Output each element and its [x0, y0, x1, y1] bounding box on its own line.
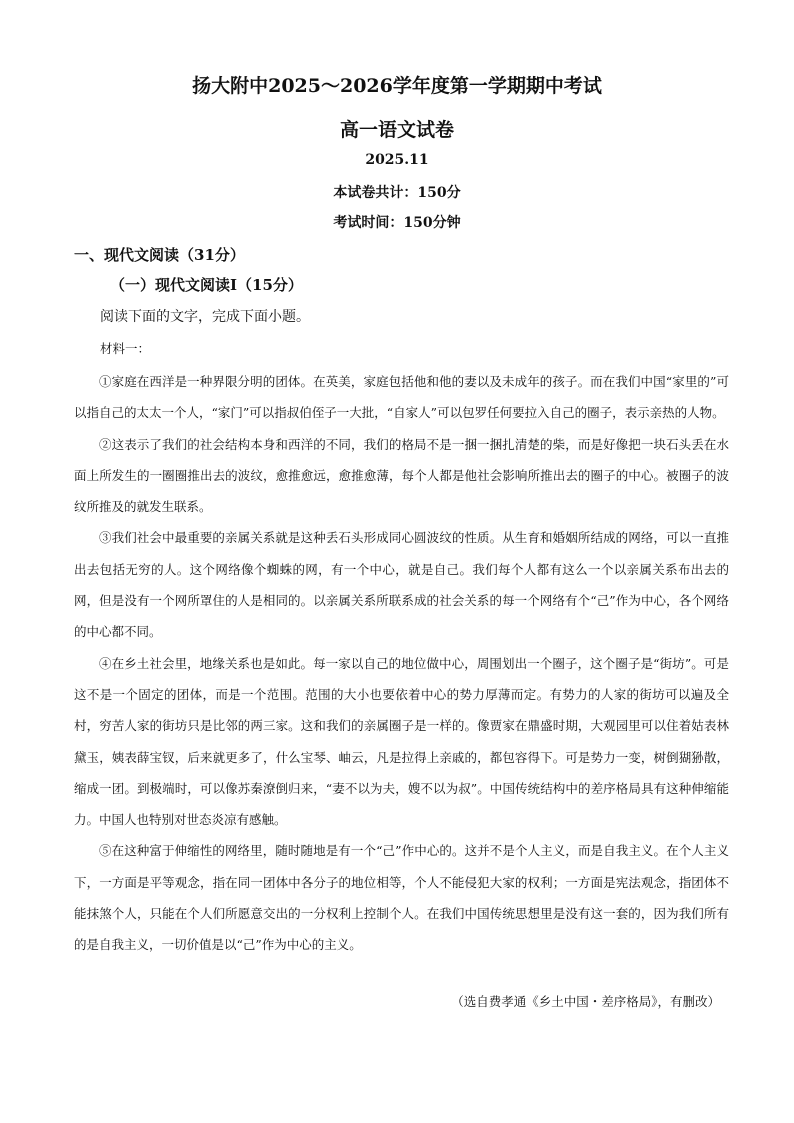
exam-date: 2025.11 — [365, 152, 429, 168]
material-body — [74, 366, 729, 961]
source-citation: （选自费孝通《乡土中国・差序格局》，有删改） — [451, 994, 720, 1009]
reading-instruction: 阅读下面的文字，完成下面小题。 — [100, 309, 310, 325]
exam-duration: 考试时间：150分钟 — [333, 215, 461, 231]
section-subheading: （一）现代文阅读Ⅰ（15分） — [110, 276, 303, 294]
exam-subtitle: 高一语文试卷 — [339, 119, 454, 141]
paragraph-2: ②这表示了我们的社会结构本身和西洋的不同，我们的格局不是一捆一捆扎清楚的柴，而是好像把一块石头丢在水面上所发生的一圈圈推出去的波纹，愈推愈远，愈推愈薄，每个人都是他社会影响所推出去的圈子的中心。被圈子的波纹所推及的就发生联系。 — [74, 436, 729, 515]
paragraph-3: ③我们社会中最重要的亲属关系就是这种丢石头形成同心圆波纹的性质。从生育和婚姻所结成的网络，可以一直推出去包括无穷的人。这个网络像个蜘蛛的网，有一个中心，就是自己。我们每个人都有这么一个以亲属关系布出去的网，但是没有一个网所罩住的人是相同的。以亲属关系所联系成的社会关系的每一个网络有个“己”作为中心，各个网络的中心都不同。 — [74, 530, 729, 640]
paragraph-4: ④在乡土社会里，地缘关系也是如此。每一家以自己的地位做中心，周围划出一个圈子，这个圈子是“街坊”。可是这不是一个固定的团体，而是一个范围。范围的大小也要依着中心的势力厚薄而定。有势力的人家的街坊可以遍及全村，穷苦人家的街坊只是比邻的两三家。这和我们的亲属圈子是一样的。像贾家在鼎盛时期，大观园里可以住着姑表林黛玉，姨表薛宝钗，后来就更多了，什么宝琴、岫云，凡是拉得上亲戚的，都包容得下。可是势力一变，树倒猢狲散，缩成一团。到极端时，可以像苏秦潦倒归来，“妻不以为夫，嫂不以为叔”。中国传统结构中的差序格局具有这种伸缩能力。中国人也特别对世态炎凉有感触。 — [74, 655, 729, 828]
total-score: 本试卷共计：150分 — [333, 185, 461, 201]
material-label: 材料一： — [100, 341, 151, 356]
paragraph-1: ①家庭在西洋是一种界限分明的团体。在英美，家庭包括他和他的妻以及未成年的孩子。而在我们中国“家里的”可以指自己的太太一个人，“家门”可以指叔伯侄子一大批，“自家人”可以包罗任何要拉入自己的圈子，表示亲热的人物。 — [74, 374, 729, 421]
paragraph-5: ⑤在这种富于伸缩性的网络里，随时随地是有一个“己”作中心的。这并不是个人主义，而是自我主义。在个人主义下，一方面是平等观念，指在同一团体中各分子的地位相等，个人不能侵犯大家的权利；一方面是宪法观念，指团体不能抹煞个人，只能在个人们所愿意交出的一分权利上控制个人。在我们中国传统思想里是没有这一套的，因为我们所有的是自我主义，一切价值是以“己”作为中心的主义。 — [74, 843, 729, 953]
exam-title: 扬大附中2025～2026学年度第一学期期中考试 — [192, 75, 602, 97]
section-heading: 一、现代文阅读（31分） — [74, 246, 245, 264]
